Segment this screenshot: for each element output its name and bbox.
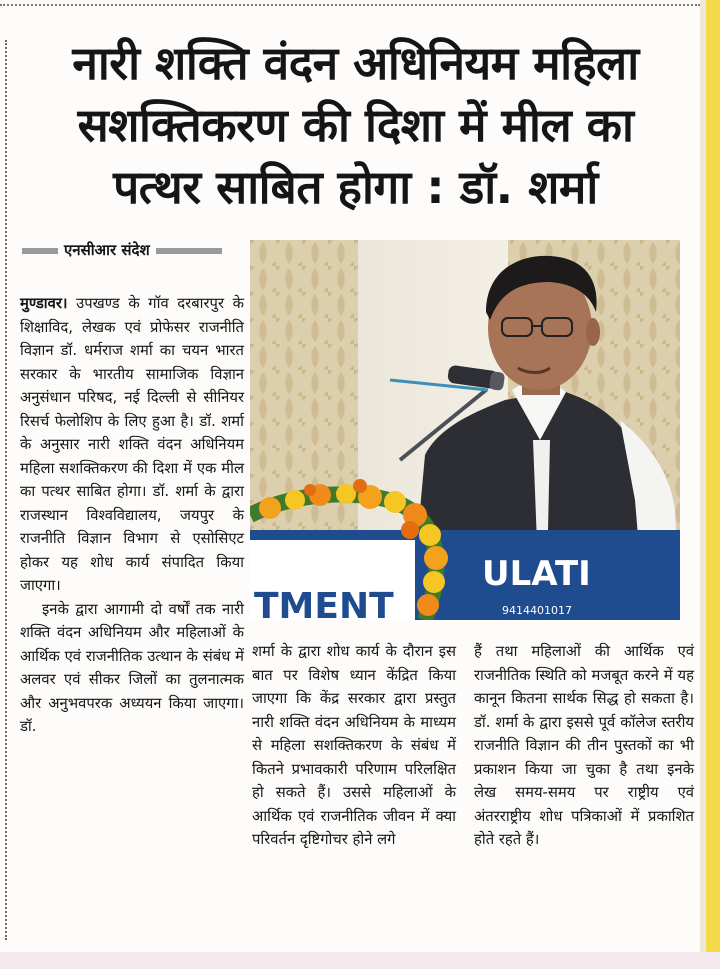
podium-banner-number: 9414401017: [502, 604, 572, 617]
article-text-1: उपखण्ड के गॉव दरबारपुर के शिक्षाविद, लेखक एवं प्रोफेसर राजनीति विज्ञान डॉ. धर्मराज शर्मा का चयन भारत सरकार के भारतीय सामाजिक विज्ञान अनुसंधान परिषद, नई दिल्ली से सीनियर रिसर्च फेलोशिप के लिए हुआ है। डॉ. शर्मा के अनुसार नारी शक्ति वंदन अधिनियम महिला सशक्तिकरण की दिशा में एक मील का पत्थर साबित होगा। डॉ. शर्मा के द्वारा राजस्थान विश्वविद्यालय, जयपुर के राजनीति विज्ञान विभाग से एसोसिएट होकर यह शोध कार्य संपादित किया जाएगा।: [20, 295, 244, 594]
left-border: [5, 40, 7, 940]
article-paragraph-3: शर्मा के द्वारा शोध कार्य के दौरान इस बात पर विशेष ध्यान केंद्रित किया जाएगा कि केंद्र सरकार द्वारा प्रस्तुत नारी शक्ति वंदन अधिनियम के माध्यम से महिला सशक्तिकरण के संबंध में कितने प्रभावकारी परिणाम परिलक्षित हो सकते हैं। उससे महिलाओं के आर्थिक एवं राजनीतिक जीवन में क्या परिवर्तन दृष्टिगोचर होने लगे: [252, 643, 456, 848]
article-column-1: [20, 292, 244, 739]
top-border: [0, 4, 700, 6]
article-paragraph-4: हैं तथा महिलाओं की आर्थिक एवं राजनीतिक स्थिति को मजबूत करने में यह कानून कितना सार्थक सिद्ध हो सकता है। डॉ. शर्मा के द्वारा इससे पूर्व कॉलेज स्तरीय राजनीति विज्ञान की तीन पुस्तकों का भी प्रकाशन किया जा चुका है तथा इनके लेख समय-समय पर राष्ट्रीय एवं अंतरराष्ट्रीय शोध पत्रिकाओं में प्रकाशित होते रहते हैं।: [474, 643, 694, 848]
article-paragraph-2: इनके द्वारा आगामी दो वर्षों तक नारी शक्ति वंदन अधिनियम और महिलाओं के आर्थिक एवं राजनीतिक उत्थान के संबंध में अलवर एवं सीकर जिलों का तुलनात्मक और अनुभवपरक अध्ययन किया जाएगा। डॉ.: [20, 600, 244, 735]
speaker-photo: [250, 240, 680, 620]
byline: [22, 238, 222, 262]
dateline: मुण्डावर।: [20, 295, 68, 312]
podium-banner-right: ULATI: [482, 554, 591, 594]
headline-line-2: सशक्तिकरण की दिशा में मील का: [77, 98, 634, 152]
article-column-2: [252, 640, 456, 852]
article-column-3: [474, 640, 694, 852]
article-paragraph-1: [20, 292, 244, 598]
headline-line-3: पत्थर साबित होगा : डॉ. शर्मा: [113, 160, 598, 214]
byline-label: एनसीआर संदेश: [58, 238, 156, 262]
page-edge: [700, 0, 720, 952]
podium-banner-left: TMENT: [254, 586, 394, 620]
headline-line-1: नारी शक्ति वंदन अधिनियम महिला: [72, 36, 639, 90]
headline: [18, 32, 693, 218]
